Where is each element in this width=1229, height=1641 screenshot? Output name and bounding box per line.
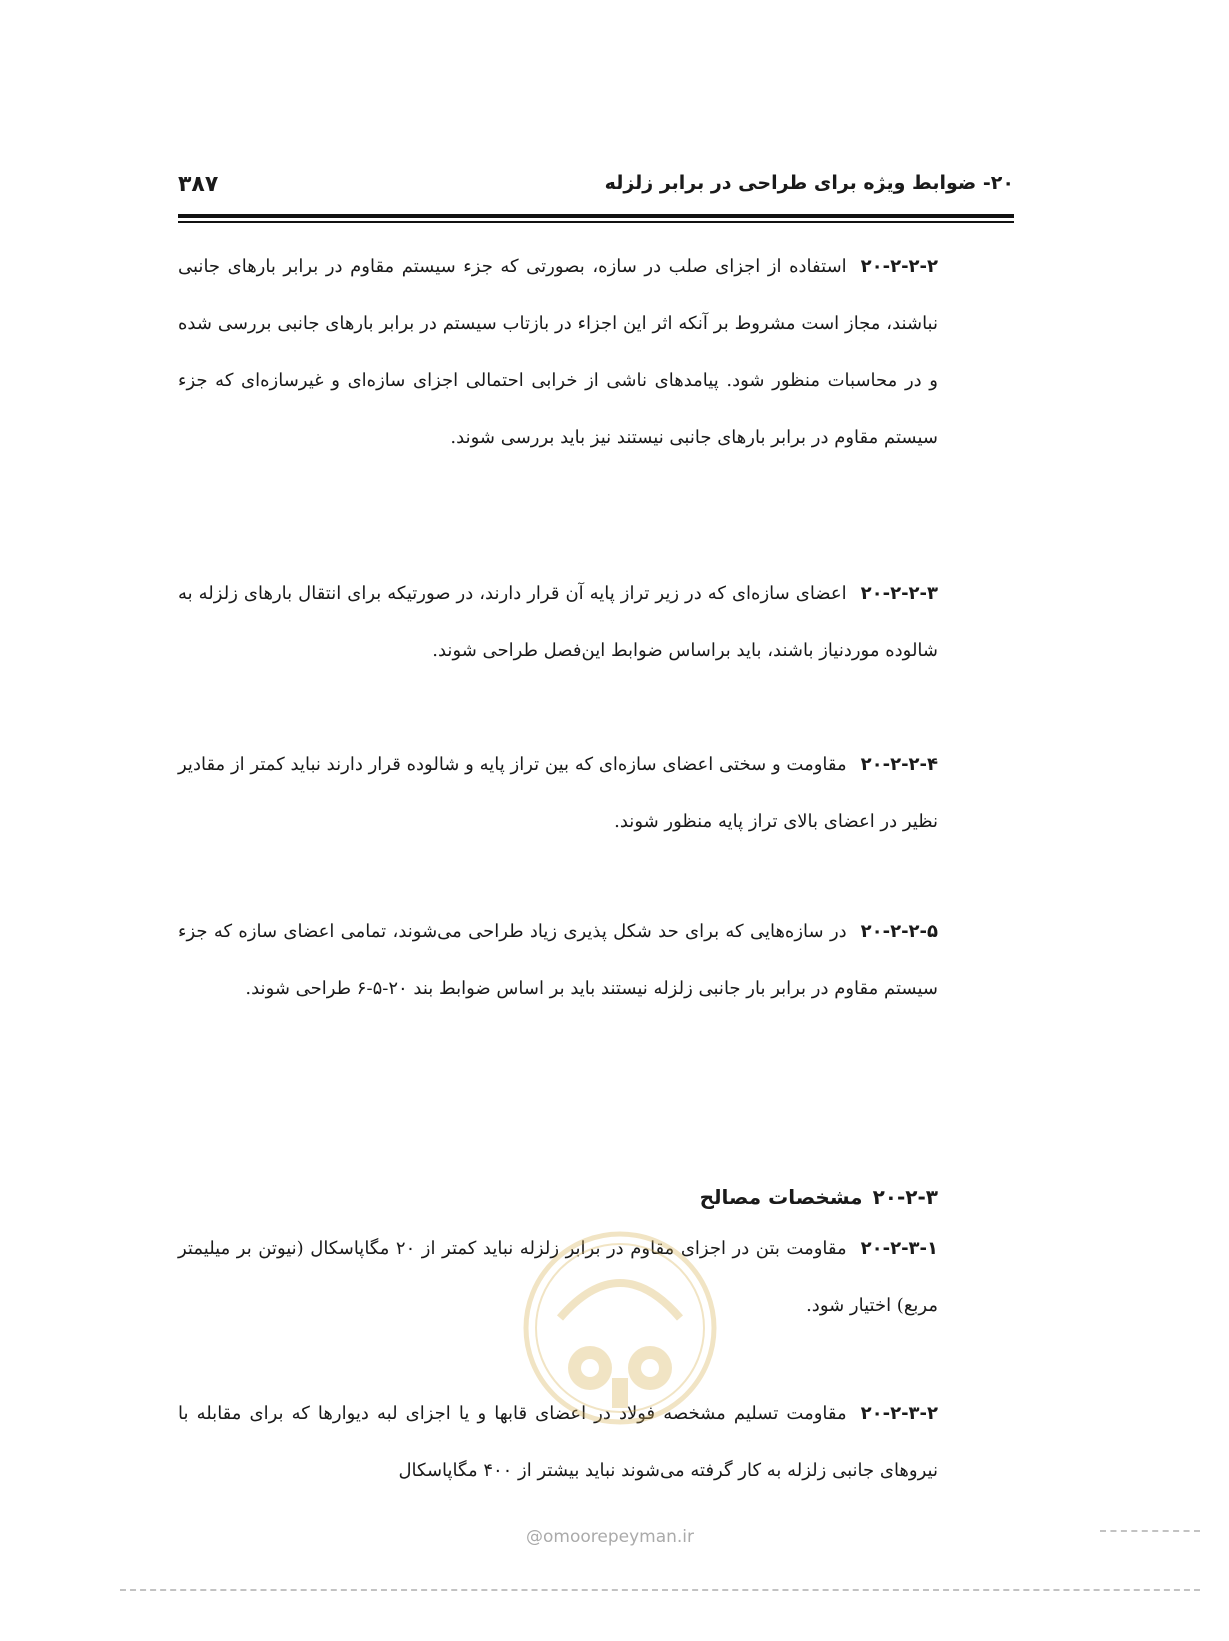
page-number: ۳۸۷ [178,172,219,197]
chapter-title: ۲۰- ضوابط ویژه برای طراحی در برابر زلزله [604,172,1014,194]
clause-text: مقاومت و سختی اعضای سازه‌ای که بین تراز پایه و شالوده قرار دارند نباید کمتر از مقادیر نظیر در اعضای بالای تراز پایه منظور شوند. [178,754,938,832]
clause-20-2-2-2 [178,238,938,466]
clause-text: مقاومت بتن در اجزای مقاوم در برابر زلزله نباید کمتر از ۲۰ مگاپاسکال (نیوتن بر میلیمتر مربع) اختیار شود. [178,1238,938,1316]
clause-text: اعضای سازه‌ای که در زیر تراز پایه آن قرار دارند، در صورتیکه برای انتقال بارهای زلزله به شالوده موردنیاز باشند، باید براساس ضوابط این‌فصل طراحی شوند. [178,583,938,661]
clause-number: ۲۰-۲-۲-۴ [860,754,938,775]
scan-artifact-line [1100,1530,1200,1534]
scan-artifact-line [120,1589,1200,1593]
clause-number: ۲۰-۲-۳-۲ [860,1403,938,1424]
section-number: ۲۰-۲-۳ [872,1185,938,1209]
section-heading [178,1185,938,1209]
clause-20-2-2-4 [178,736,938,850]
page-header [178,172,1014,202]
watermark-url: @omoorepeyman.ir [526,1527,695,1547]
clause-number: ۲۰-۲-۲-۳ [860,583,938,604]
clause-text: مقاومت تسلیم مشخصه فولاد در اعضای قابها و یا اجزای لبه دیوارها که برای مقابله با نیروهای جانبی زلزله به کار گرفته می‌شوند نباید بیشتر از ۴۰۰ مگاپاسکال [178,1403,938,1481]
clause-number: ۲۰-۲-۲-۵ [860,921,938,942]
clause-text: در سازه‌هایی که برای حد شکل پذیری زیاد طراحی می‌شوند، تمامی اعضای سازه که جزء سیستم مقاوم در برابر بار جانبی زلزله نیستند باید بر اساس ضوابط بند ۲۰-۵-۶ طراحی شوند. [178,921,938,999]
clause-20-2-2-3 [178,565,938,679]
clause-text: استفاده از اجزای صلب در سازه، بصورتی که جزء سیستم مقاوم در برابر بارهای جانبی نباشند، مجاز است مشروط بر آنکه اثر این اجزاء در بازتاب سیستم در برابر بارهای جانبی بررسی شده و در محاسبات منظور شود. پیامدهای ناشی از خرابی احتمالی اجزای سازه‌ای و غیرسازه‌ای که جزء سیستم مقاوم در برابر بارهای جانبی نیستند نیز باید بررسی شوند. [178,256,938,448]
clause-number: ۲۰-۲-۲-۲ [860,256,938,277]
header-rule-thin [178,221,1014,223]
header-rule-thick [178,214,1014,218]
section-title: مشخصات مصالح [699,1185,863,1209]
clause-number: ۲۰-۲-۳-۱ [860,1238,938,1259]
clause-20-2-2-5 [178,903,938,1017]
watermark-seal-icon [520,1228,720,1428]
